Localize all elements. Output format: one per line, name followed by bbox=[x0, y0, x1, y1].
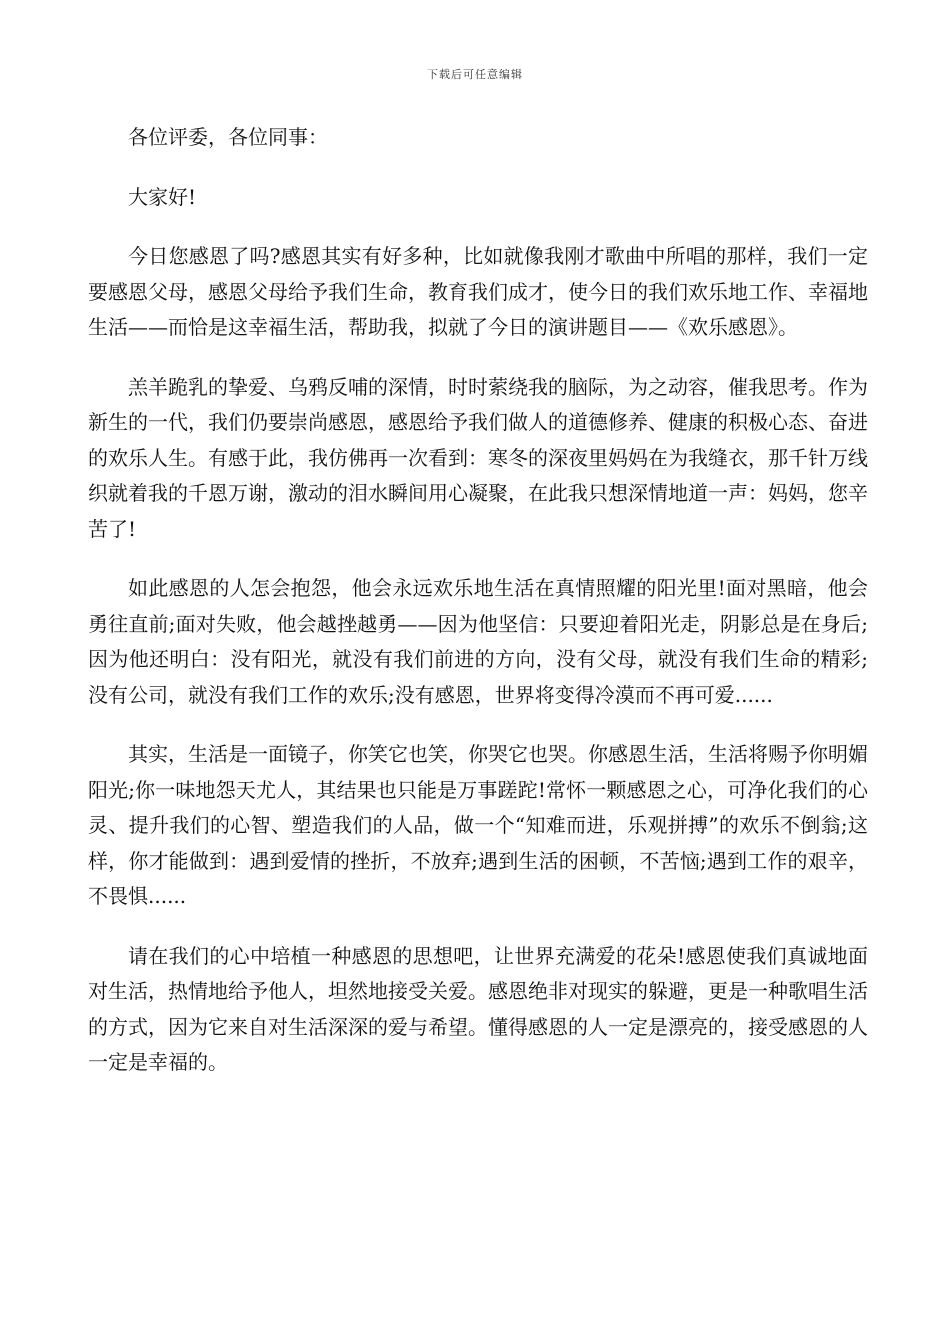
paragraph-3: 如此感恩的人怎会抱怨，他会永远欢乐地生活在真情照耀的阳光里!面对黑暗，他会勇往直前;面对失败，他会越挫越勇——因为他坚信：只要迎着阳光走，阴影总是在身后;因为他还明白：没有阳光，就没有我们前进的方向，没有父母，就没有我们生命的精彩;没有公司，就没有我们工作的欢乐;没有感恩，世界将变得冷漠而不再可爱...... bbox=[88, 576, 868, 707]
greeting: 大家好! bbox=[128, 184, 197, 209]
paragraph-2: 羔羊跪乳的挚爱、乌鸦反哺的深情，时时萦绕我的脑际，为之动容，催我思考。作为新生的一代，我们仍要崇尚感恩，感恩给予我们做人的道德修养、健康的积极心态、奋进的欢乐人生。有感于此，我仿佛再一次看到：寒冬的深夜里妈妈在为我缝衣，那千针万线织就着我的千恩万谢，激动的泪水瞬间用心凝聚，在此我只想深情地道一声：妈妈，您辛苦了! bbox=[88, 374, 868, 541]
paragraph-1: 今日您感恩了吗?感恩其实有好多种，比如就像我刚才歌曲中所唱的那样，我们一定要感恩父母，感恩父母给予我们生命，教育我们成才，使今日的我们欢乐地工作、幸福地生活——而恰是这幸福生活，帮助我，拟就了今日的演讲题目——《欢乐感恩》。 bbox=[88, 244, 868, 339]
header-note: 下载后可任意编辑 bbox=[427, 68, 523, 81]
paragraph-5: 请在我们的心中培植一种感恩的思想吧，让世界充满爱的花朵!感恩使我们真诚地面对生活，热情地给予他人，坦然地接受关爱。感恩绝非对现实的躲避，更是一种歌唱生活的方式，因为它来自对生活深深的爱与希望。懂得感恩的人一定是漂亮的，接受感恩的人一定是幸福的。 bbox=[88, 943, 868, 1074]
paragraph-4: 其实，生活是一面镜子，你笑它也笑，你哭它也哭。你感恩生活，生活将赐予你明媚阳光;你一味地怨天尤人，其结果也只能是万事蹉跎!常怀一颗感恩之心，可净化我们的心灵、提升我们的心智、塑造我们的人品，做一个“知难而进，乐观拼搏”的欢乐不倒翁;这样，你才能做到：遇到爱情的挫折，不放弃;遇到生活的困顿，不苦恼;遇到工作的艰辛，不畏惧...... bbox=[88, 742, 868, 908]
salutation: 各位评委，各位同事： bbox=[128, 125, 328, 149]
speech-content bbox=[88, 120, 868, 1105]
